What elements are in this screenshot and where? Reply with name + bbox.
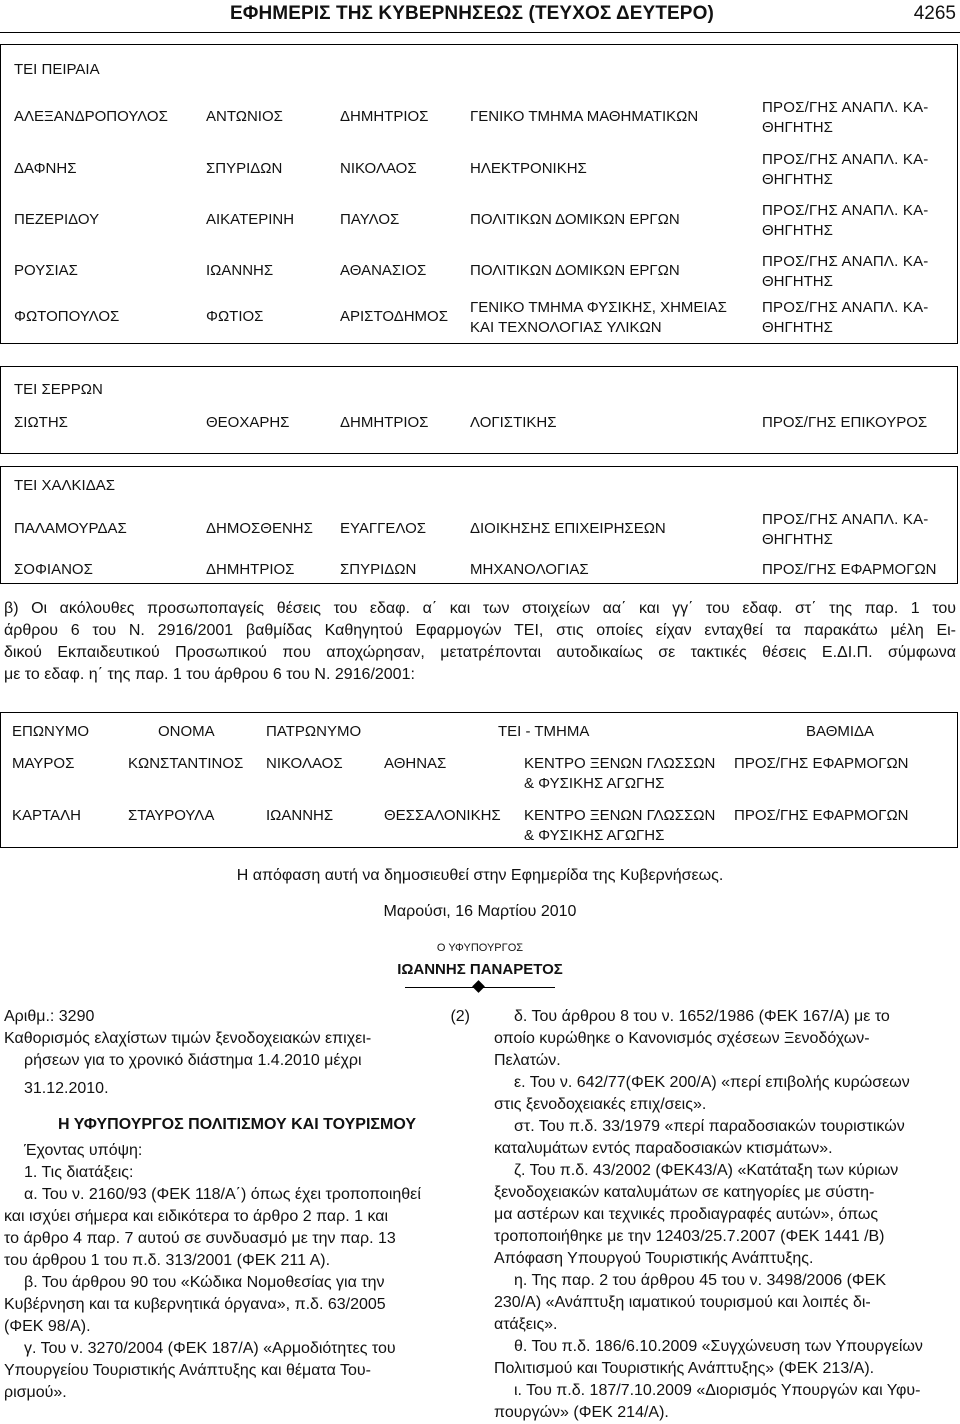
- line-text: 31.12.2010.: [24, 1080, 109, 1097]
- table-cell: ΓΕΝΙΚΟ ΤΜΗΜΑ ΜΑΘΗΜΑΤΙΚΩΝ: [470, 108, 699, 125]
- signer-name: ΙΩΑΝΝΗΣ ΠΑΝΑΡΕΤΟΣ: [397, 961, 563, 978]
- text-line: [4, 1006, 470, 1028]
- table-cell: ΝΙΚΟΛΑΟΣ: [266, 755, 343, 772]
- table-cell: ΦΩΤΟΠΟΥΛΟΣ: [14, 308, 120, 325]
- line-text: τροποποιήθηκε με την 12403/25.7.2007 (ΦΕΚ 1441 /Β): [494, 1228, 885, 1245]
- table-cell: ΔΗΜΟΣΘΕΝΗΣ: [206, 520, 313, 537]
- paragraph-line: δικού Εκπαιδευτικού Προσωπικού που αποχώρησαν, μετατρέπονται αυτοδικαίως σε τακτικές θέσεις Ε.ΔΙ.Π. σύμφωνα: [4, 644, 956, 661]
- paragraph-line: β) Οι ακόλουθες προσωποπαγείς θέσεις του εδαφ. α΄ και των στοιχείων αα΄ και γγ΄ του εδαφ. στ΄ της παρ. 1 του: [4, 600, 956, 617]
- table-cell: ΦΩΤΙΟΣ: [206, 308, 264, 325]
- line-text: μα αστέρων και τεχνικές προδιαγραφές αυτών», όπως: [494, 1206, 879, 1223]
- line-text: το άρθρο 4 παρ. 7 αυτού σε συνδυασμό με την παρ. 13: [4, 1230, 396, 1247]
- text-line: [24, 1050, 470, 1072]
- text-line: [4, 1228, 470, 1250]
- table-cell: ΔΗΜΗΤΡΙΟΣ: [340, 414, 429, 431]
- table-cell: ΚΑΡΤΑΛΗ: [12, 807, 81, 824]
- place-date: Μαρούσι, 16 Μαρτίου 2010: [383, 903, 577, 920]
- table-cell: ΣΟΦΙΑΝΟΣ: [14, 561, 93, 578]
- table-cell: ΗΛΕΚΤΡΟΝΙΚΗΣ: [470, 160, 587, 177]
- text-line: [24, 1338, 470, 1360]
- table-cell: ΣΙΩΤΗΣ: [14, 414, 68, 431]
- line-text: Κυβέρνηση και τα κυβερνητικά όργανα», π.δ. 63/2005: [4, 1296, 386, 1313]
- line-text: ατάξεις».: [494, 1316, 558, 1333]
- text-line: [494, 1402, 956, 1424]
- diamond-icon: [472, 980, 485, 993]
- table-cell: ΚΑΙ ΤΕΧΝΟΛΟΓΙΑΣ ΥΛΙΚΩΝ: [470, 319, 662, 336]
- rank-cell: ΘΗΓΗΤΗΣ: [762, 222, 833, 239]
- line-text: δ. Του άρθρου 8 του ν. 1652/1986 (ΦΕΚ 167/Α) με το: [514, 1008, 890, 1025]
- text-line: [4, 1206, 470, 1228]
- section-heading: [4, 1114, 470, 1136]
- table-cell: ΔΑΦΝΗΣ: [14, 160, 77, 177]
- table-cell: ΠΟΛΙΤΙΚΩΝ ΔΟΜΙΚΩΝ ΕΡΓΩΝ: [470, 262, 680, 279]
- line-text: ι. Του π.δ. 187/7.10.2009 «Διορισμός Υπουργών και Υφυ-: [514, 1382, 921, 1399]
- page-number: 4265: [913, 3, 956, 24]
- rank-cell: ΠΡΟΣ/ΓΗΣ ΕΦΑΡΜΟΓΩΝ: [762, 561, 937, 578]
- text-line: [514, 1116, 956, 1138]
- text-line: [4, 1316, 470, 1338]
- text-line: [494, 1138, 956, 1160]
- text-line: [514, 1006, 956, 1028]
- text-line: [514, 1380, 956, 1402]
- rank-cell: ΠΡΟΣ/ΓΗΣ ΑΝΑΠΛ. ΚΑ-: [762, 202, 929, 219]
- table-cell: ΣΠΥΡΙΔΩΝ: [340, 561, 417, 578]
- institute-name: ΤΕΙ ΣΕΡΡΩΝ: [14, 381, 103, 398]
- line-text: και ισχύει σήμερα και ειδικότερα το άρθρο 2 παρ. 1 και: [4, 1208, 389, 1225]
- rank-cell: ΠΡΟΣ/ΓΗΣ ΕΠΙΚΟΥΡΟΣ: [762, 414, 928, 431]
- table-cell: ΜΗΧΑΝΟΛΟΓΙΑΣ: [470, 561, 589, 578]
- table-cell: ΣΠΥΡΙΔΩΝ: [206, 160, 283, 177]
- table-cell: ΑΡΙΣΤΟΔΗΜΟΣ: [340, 308, 448, 325]
- text-line: [494, 1226, 956, 1248]
- line-text: η. Της παρ. 2 του άρθρου 45 του ν. 3498/2006 (ΦΕΚ: [514, 1272, 887, 1289]
- rank-cell: ΘΗΓΗΤΗΣ: [762, 531, 833, 548]
- gazette-title: ΕΦΗΜΕΡΙΣ ΤΗΣ ΚΥΒΕΡΝΗΣΕΩΣ (ΤΕΥΧΟΣ ΔΕΥΤΕΡΟ): [230, 3, 714, 24]
- text-line: [514, 1160, 956, 1182]
- line-text: Υπουργείου Τουριστικής Ανάπτυξης και θέματα Του-: [4, 1362, 371, 1379]
- institute-name: ΤΕΙ ΠΕΙΡΑΙΑ: [14, 61, 100, 78]
- paragraph-line: άρθρου 6 του Ν. 2916/2001 βαθμίδας Καθηγητού Εφαρμογών ΤΕΙ, στις οποίες είχαν ενταχθεί τα παρακάτω μέλη Ει-: [4, 622, 956, 639]
- text-line: [494, 1050, 956, 1072]
- line-text: πουργών» (ΦΕΚ 214/Α).: [494, 1404, 669, 1421]
- text-line: [4, 1360, 470, 1382]
- text-line: [24, 1078, 470, 1100]
- line-text: στις ξενοδοχειακές επιχ/σεις».: [494, 1096, 707, 1113]
- table-cell: ΚΩΝΣΤΑΝΤΙΝΟΣ: [128, 755, 244, 772]
- table-header-cell: ΟΝΟΜΑ: [158, 723, 215, 740]
- line-text: ε. Του ν. 642/77(ΦΕΚ 200/Α) «περί επιβολής κυρώσεων: [514, 1074, 910, 1091]
- table-cell: ΑΘΗΝΑΣ: [384, 755, 447, 772]
- rank-cell: ΠΡΟΣ/ΓΗΣ ΑΝΑΠΛ. ΚΑ-: [762, 511, 929, 528]
- table-cell: ΑΛΕΞΑΝΔΡΟΠΟΥΛΟΣ: [14, 108, 168, 125]
- table-cell: ΠΡΟΣ/ΓΗΣ ΕΦΑΡΜΟΓΩΝ: [734, 807, 909, 824]
- text-line: [494, 1358, 956, 1380]
- table-cell: ΔΗΜΗΤΡΙΟΣ: [340, 108, 429, 125]
- table-cell: ΕΥΑΓΓΕΛΟΣ: [340, 520, 427, 537]
- paragraph-line: με το εδαφ. η΄ της παρ. 1 του άρθρου 6 του Ν. 2916/2001:: [4, 666, 415, 683]
- table-cell: ΡΟΥΣΙΑΣ: [14, 262, 78, 279]
- table-cell: ΚΕΝΤΡΟ ΞΕΝΩΝ ΓΛΩΣΣΩΝ: [524, 807, 716, 824]
- decision-number: (2): [450, 1008, 470, 1025]
- rank-cell: ΘΗΓΗΤΗΣ: [762, 171, 833, 188]
- table-cell: ΚΕΝΤΡΟ ΞΕΝΩΝ ΓΛΩΣΣΩΝ: [524, 755, 716, 772]
- table-cell: ΔΙΟΙΚΗΣΗΣ ΕΠΙΧΕΙΡΗΣΕΩΝ: [470, 520, 666, 537]
- table-cell: ΑΘΑΝΑΣΙΟΣ: [340, 262, 427, 279]
- table-header-cell: ΕΠΩΝΥΜΟ: [12, 723, 90, 740]
- line-text: 230/Α) «Ανάπτυξη ιαματικού τουρισμού και λοιπές δι-: [494, 1294, 871, 1311]
- line-text: Πελατών.: [494, 1052, 561, 1069]
- line-text: α. Του ν. 2160/93 (ΦΕΚ 118/Α΄) όπως έχει τροποποιηθεί: [24, 1186, 421, 1203]
- text-line: [494, 1028, 956, 1050]
- line-text: Αριθμ.: 3290: [4, 1008, 95, 1025]
- text-line: [4, 1028, 470, 1050]
- table-cell: & ΦΥΣΙΚΗΣ ΑΓΩΓΗΣ: [524, 827, 665, 844]
- table-header-cell: ΒΑΘΜΙΔΑ: [806, 723, 875, 740]
- line-text: ρισμού».: [4, 1384, 67, 1401]
- text-line: [24, 1272, 470, 1294]
- text-line: [4, 1382, 470, 1404]
- text-line: [4, 1294, 470, 1316]
- table-cell: ΛΟΓΙΣΤΙΚΗΣ: [470, 414, 557, 431]
- table-cell: ΣΤΑΥΡΟΥΛΑ: [128, 807, 215, 824]
- text-line: [494, 1248, 956, 1270]
- table-cell: & ΦΥΣΙΚΗΣ ΑΓΩΓΗΣ: [524, 775, 665, 792]
- text-line: [494, 1204, 956, 1226]
- text-line: [514, 1270, 956, 1292]
- text-line: [4, 1250, 470, 1272]
- rank-cell: ΠΡΟΣ/ΓΗΣ ΑΝΑΠΛ. ΚΑ-: [762, 151, 929, 168]
- table-cell: ΓΕΝΙΚΟ ΤΜΗΜΑ ΦΥΣΙΚΗΣ, ΧΗΜΕΙΑΣ: [470, 299, 727, 316]
- table-cell: ΜΑΥΡΟΣ: [12, 755, 75, 772]
- text-line: [24, 1140, 470, 1162]
- table-cell: ΠΟΛΙΤΙΚΩΝ ΔΟΜΙΚΩΝ ΕΡΓΩΝ: [470, 211, 680, 228]
- line-text: ρήσεων για το χρονικό διάστημα 1.4.2010 μέχρι: [24, 1052, 362, 1069]
- rank-cell: ΠΡΟΣ/ΓΗΣ ΑΝΑΠΛ. ΚΑ-: [762, 99, 929, 116]
- rank-cell: ΠΡΟΣ/ΓΗΣ ΑΝΑΠΛ. ΚΑ-: [762, 253, 929, 270]
- line-text: ξενοδοχειακών καταλυμάτων σε κατηγορίες με σύστη-: [494, 1184, 875, 1201]
- line-text: Η ΥΦΥΠΟΥΡΓΟΣ ΠΟΛΙΤΙΣΜΟΥ ΚΑΙ ΤΟΥΡΙΣΜΟΥ: [58, 1116, 416, 1133]
- table-cell: ΠΑΛΑΜΟΥΡΔΑΣ: [14, 520, 127, 537]
- line-text: θ. Του π.δ. 186/6.10.2009 «Συγχώνευση των Υπουργείων: [514, 1338, 923, 1355]
- line-text: του άρθρου 1 του π.δ. 313/2001 (ΦΕΚ 211 Α).: [4, 1252, 331, 1269]
- table-cell: ΠΡΟΣ/ΓΗΣ ΕΦΑΡΜΟΓΩΝ: [734, 755, 909, 772]
- table-cell: ΑΙΚΑΤΕΡΙΝΗ: [206, 211, 295, 228]
- line-text: Πολιτισμού και Τουριστικής Ανάπτυξης» (ΦΕΚ 213/Α).: [494, 1360, 875, 1377]
- text-line: [494, 1292, 956, 1314]
- line-text: 1. Τις διατάξεις:: [24, 1164, 134, 1181]
- line-text: ζ. Του π.δ. 43/2002 (ΦΕΚ43/Α) «Κατάταξη των κύριων: [514, 1162, 899, 1179]
- table-cell: ΙΩΑΝΝΗΣ: [266, 807, 334, 824]
- line-text: στ. Του π.δ. 33/1979 «περί παραδοσιακών τουριστικών: [514, 1118, 905, 1135]
- line-text: Έχοντας υπόψη:: [24, 1142, 143, 1159]
- line-text: Απόφαση Υπουργού Τουριστικής Ανάπτυξης.: [494, 1250, 814, 1267]
- page-header: [0, 4, 960, 30]
- rank-cell: ΘΗΓΗΤΗΣ: [762, 273, 833, 290]
- table-cell: ΔΗΜΗΤΡΙΟΣ: [206, 561, 295, 578]
- table-cell: ΘΕΣΣΑΛΟΝΙΚΗΣ: [384, 807, 501, 824]
- institute-name: ΤΕΙ ΧΑΛΚΙΔΑΣ: [14, 477, 116, 494]
- text-line: [514, 1336, 956, 1358]
- text-line: [514, 1072, 956, 1094]
- header-rule: [0, 32, 960, 33]
- table-header-cell: ΠΑΤΡΩΝΥΜΟ: [266, 723, 362, 740]
- signer-role: Ο ΥΦΥΠΟΥΡΓΟΣ: [436, 942, 524, 954]
- institute-box: [0, 366, 958, 454]
- rank-cell: ΠΡΟΣ/ΓΗΣ ΑΝΑΠΛ. ΚΑ-: [762, 299, 929, 316]
- line-text: (ΦΕΚ 98/Α).: [4, 1318, 91, 1335]
- table-cell: ΠΑΥΛΟΣ: [340, 211, 400, 228]
- text-line: [494, 1094, 956, 1116]
- line-text: οποίο κυρώθηκε ο Κανονισμός σχέσεων Ξενοδόχων-: [494, 1030, 870, 1047]
- table-cell: ΑΝΤΩΝΙΟΣ: [206, 108, 283, 125]
- table-cell: ΘΕΟΧΑΡΗΣ: [206, 414, 290, 431]
- line-text: γ. Του ν. 3270/2004 (ΦΕΚ 187/Α) «Αρμοδιότητες του: [24, 1340, 396, 1357]
- line-text: Καθορισμός ελαχίστων τιμών ξενοδοχειακών επιχει-: [4, 1030, 372, 1047]
- text-line: [24, 1162, 470, 1184]
- table-cell: ΙΩΑΝΝΗΣ: [206, 262, 274, 279]
- rank-cell: ΘΗΓΗΤΗΣ: [762, 119, 833, 136]
- text-line: [494, 1182, 956, 1204]
- table-header-cell: ΤΕΙ - ΤΜΗΜΑ: [498, 723, 590, 740]
- text-line: [494, 1314, 956, 1336]
- publish-statement: Η απόφαση αυτή να δημοσιευθεί στην Εφημερίδα της Κυβερνήσεως.: [236, 867, 724, 884]
- table-cell: ΠΕΖΕΡΙΔΟΥ: [14, 211, 100, 228]
- line-text: β. Του άρθρου 90 του «Κώδικα Νομοθεσίας για την: [24, 1274, 385, 1291]
- text-line: [24, 1184, 470, 1206]
- rank-cell: ΘΗΓΗΤΗΣ: [762, 319, 833, 336]
- line-text: καταλυμάτων εντός παραδοσιακών κτισμάτων».: [494, 1140, 833, 1157]
- table-cell: ΝΙΚΟΛΑΟΣ: [340, 160, 417, 177]
